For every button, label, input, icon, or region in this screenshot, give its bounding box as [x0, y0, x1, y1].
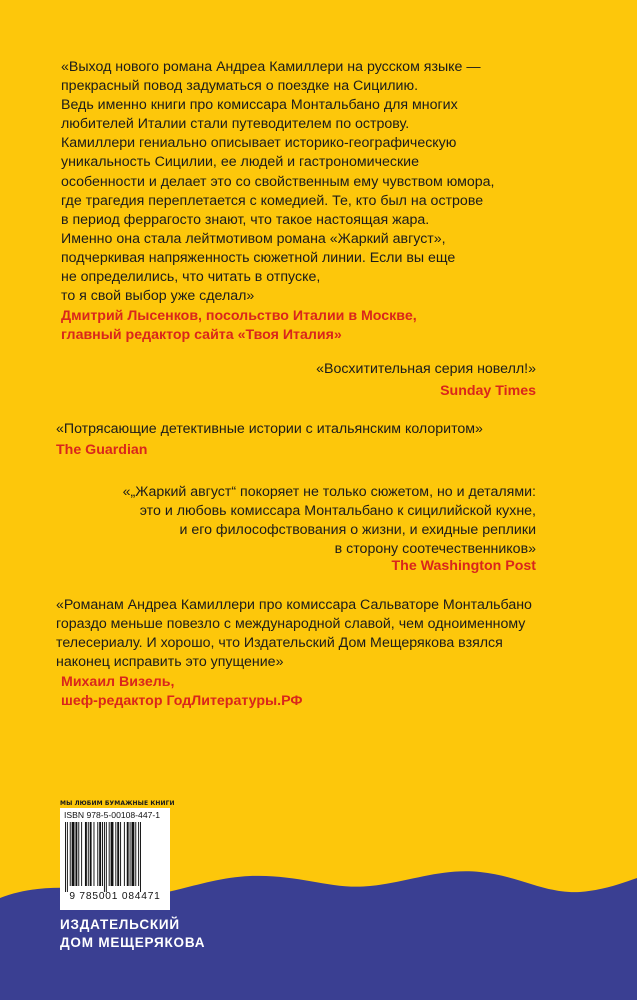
barcode-bar [106, 822, 107, 892]
publisher-logo [60, 916, 205, 951]
quote-5-author [61, 673, 302, 711]
quote-line: «Выход нового романа Андреа Камиллери на русском языке — [61, 59, 481, 75]
author-line: Sunday Times [440, 383, 536, 399]
quote-4 [123, 483, 536, 559]
quote-line: уникальность Сицилии, ее людей и гастрономические [61, 154, 419, 171]
quote-line: гораздо меньше повезло с международной славой, чем одноименному [56, 616, 526, 633]
quote-1 [61, 58, 495, 306]
quote-line: и его философствования о жизни, и ехидные реплики [179, 522, 536, 539]
author-line: Михаил Визель, [61, 674, 175, 690]
barcode-bar [75, 822, 77, 886]
barcode-bar [72, 822, 75, 886]
publisher-line: ИЗДАТЕЛЬСКИЙ [60, 917, 180, 932]
barcode-bar [120, 822, 121, 886]
quote-5 [56, 596, 532, 672]
barcode-bar [65, 822, 66, 892]
barcode-bar [124, 822, 125, 886]
quote-line: телесериалу. И хорошо, что Издательский Дом Мещерякова взялся [56, 635, 503, 652]
quote-line: то я свой выбор уже сделал» [61, 288, 255, 305]
quote-line: «„Жаркий август“ покоряет не только сюжетом, но и деталями: [122, 484, 536, 500]
publisher-line: ДОМ МЕЩЕРЯКОВА [60, 934, 206, 950]
barcode-bar [67, 822, 68, 892]
barcode-bar [117, 822, 119, 886]
quote-4-author [392, 557, 537, 576]
quote-2-author [440, 382, 536, 401]
quote-line: Камиллери гениально описывает историко-географическую [61, 135, 457, 152]
barcode-bar [111, 822, 114, 886]
author-line: The Guardian [56, 442, 148, 458]
quote-line: любителей Италии стали путеводителем по острову. [61, 116, 410, 133]
quote-line: Ведь именно книги про комиссара Монтальбано для многих [61, 97, 458, 114]
quote-line: где трагедия переплетается с комедией. Те, кто был на острове [61, 192, 484, 209]
quote-line: «Потрясающие детективные истории с итальянским колоритом» [56, 421, 483, 437]
barcode-bar [78, 822, 79, 886]
quote-line: прекрасный повод задуматься о поездке на Сицилию. [61, 78, 419, 95]
quote-line: подчеркивая напряженность сюжетной линии. Если вы еще [61, 249, 456, 266]
quote-2 [316, 360, 536, 379]
barcode-bar [132, 822, 135, 886]
barcode [60, 808, 170, 910]
quote-line: в сторону соотечественников» [334, 541, 536, 558]
barcode-bar [94, 822, 95, 886]
barcode-bar [88, 822, 89, 886]
quote-line: это и любовь комиссара Монтальбано к сицилийской кухне, [139, 503, 536, 520]
barcode-bars [64, 822, 166, 892]
quote-line: «Романам Андреа Камиллери про комиссара Сальваторе Монтальбано [56, 597, 532, 613]
author-line: главный редактор сайта «Твоя Италия» [61, 327, 342, 344]
quote-1-author [61, 307, 417, 345]
quote-line: наконец исправить это упущение» [56, 654, 284, 671]
slogan: МЫ ЛЮБИМ БУМАЖНЫЕ КНИГИ [60, 800, 175, 807]
barcode-bar [130, 822, 131, 886]
barcode-bar [70, 822, 71, 886]
barcode-bar [109, 822, 110, 886]
barcode-bar [97, 822, 98, 886]
quote-line: особенности и делает это со свойственным ему чувством юмора, [61, 173, 495, 190]
author-line: The Washington Post [391, 558, 536, 574]
barcode-bar [99, 822, 101, 886]
barcode-bar [81, 822, 82, 886]
author-line: Дмитрий Лысенков, посольство Италии в Москве, [61, 308, 417, 324]
barcode-bar [90, 822, 92, 886]
barcode-bar [85, 822, 87, 886]
quote-line: Именно она стала лейтмотивом романа «Жаркий август», [61, 230, 446, 247]
barcode-bar [138, 822, 139, 886]
quote-3 [56, 420, 483, 439]
barcode-bar [102, 822, 103, 886]
quote-line: не определились, что читать в отпуске, [61, 269, 321, 286]
quote-line: «Восхитительная серия новелл!» [316, 361, 536, 377]
author-line: шеф-редактор ГодЛитературы.РФ [61, 693, 303, 710]
barcode-bar [127, 822, 129, 886]
isbn-text: ISBN 978-5-00108-447-1 [64, 810, 161, 820]
quote-3-author [56, 441, 147, 460]
barcode-bar [140, 822, 141, 892]
barcode-bar [135, 822, 136, 886]
barcode-bar [104, 822, 105, 892]
quote-line: в период феррагосто знают, что такое настоящая жара. [61, 211, 430, 228]
barcode-digits: 9 785001 084471 [69, 891, 161, 902]
barcode-bar [115, 822, 116, 886]
